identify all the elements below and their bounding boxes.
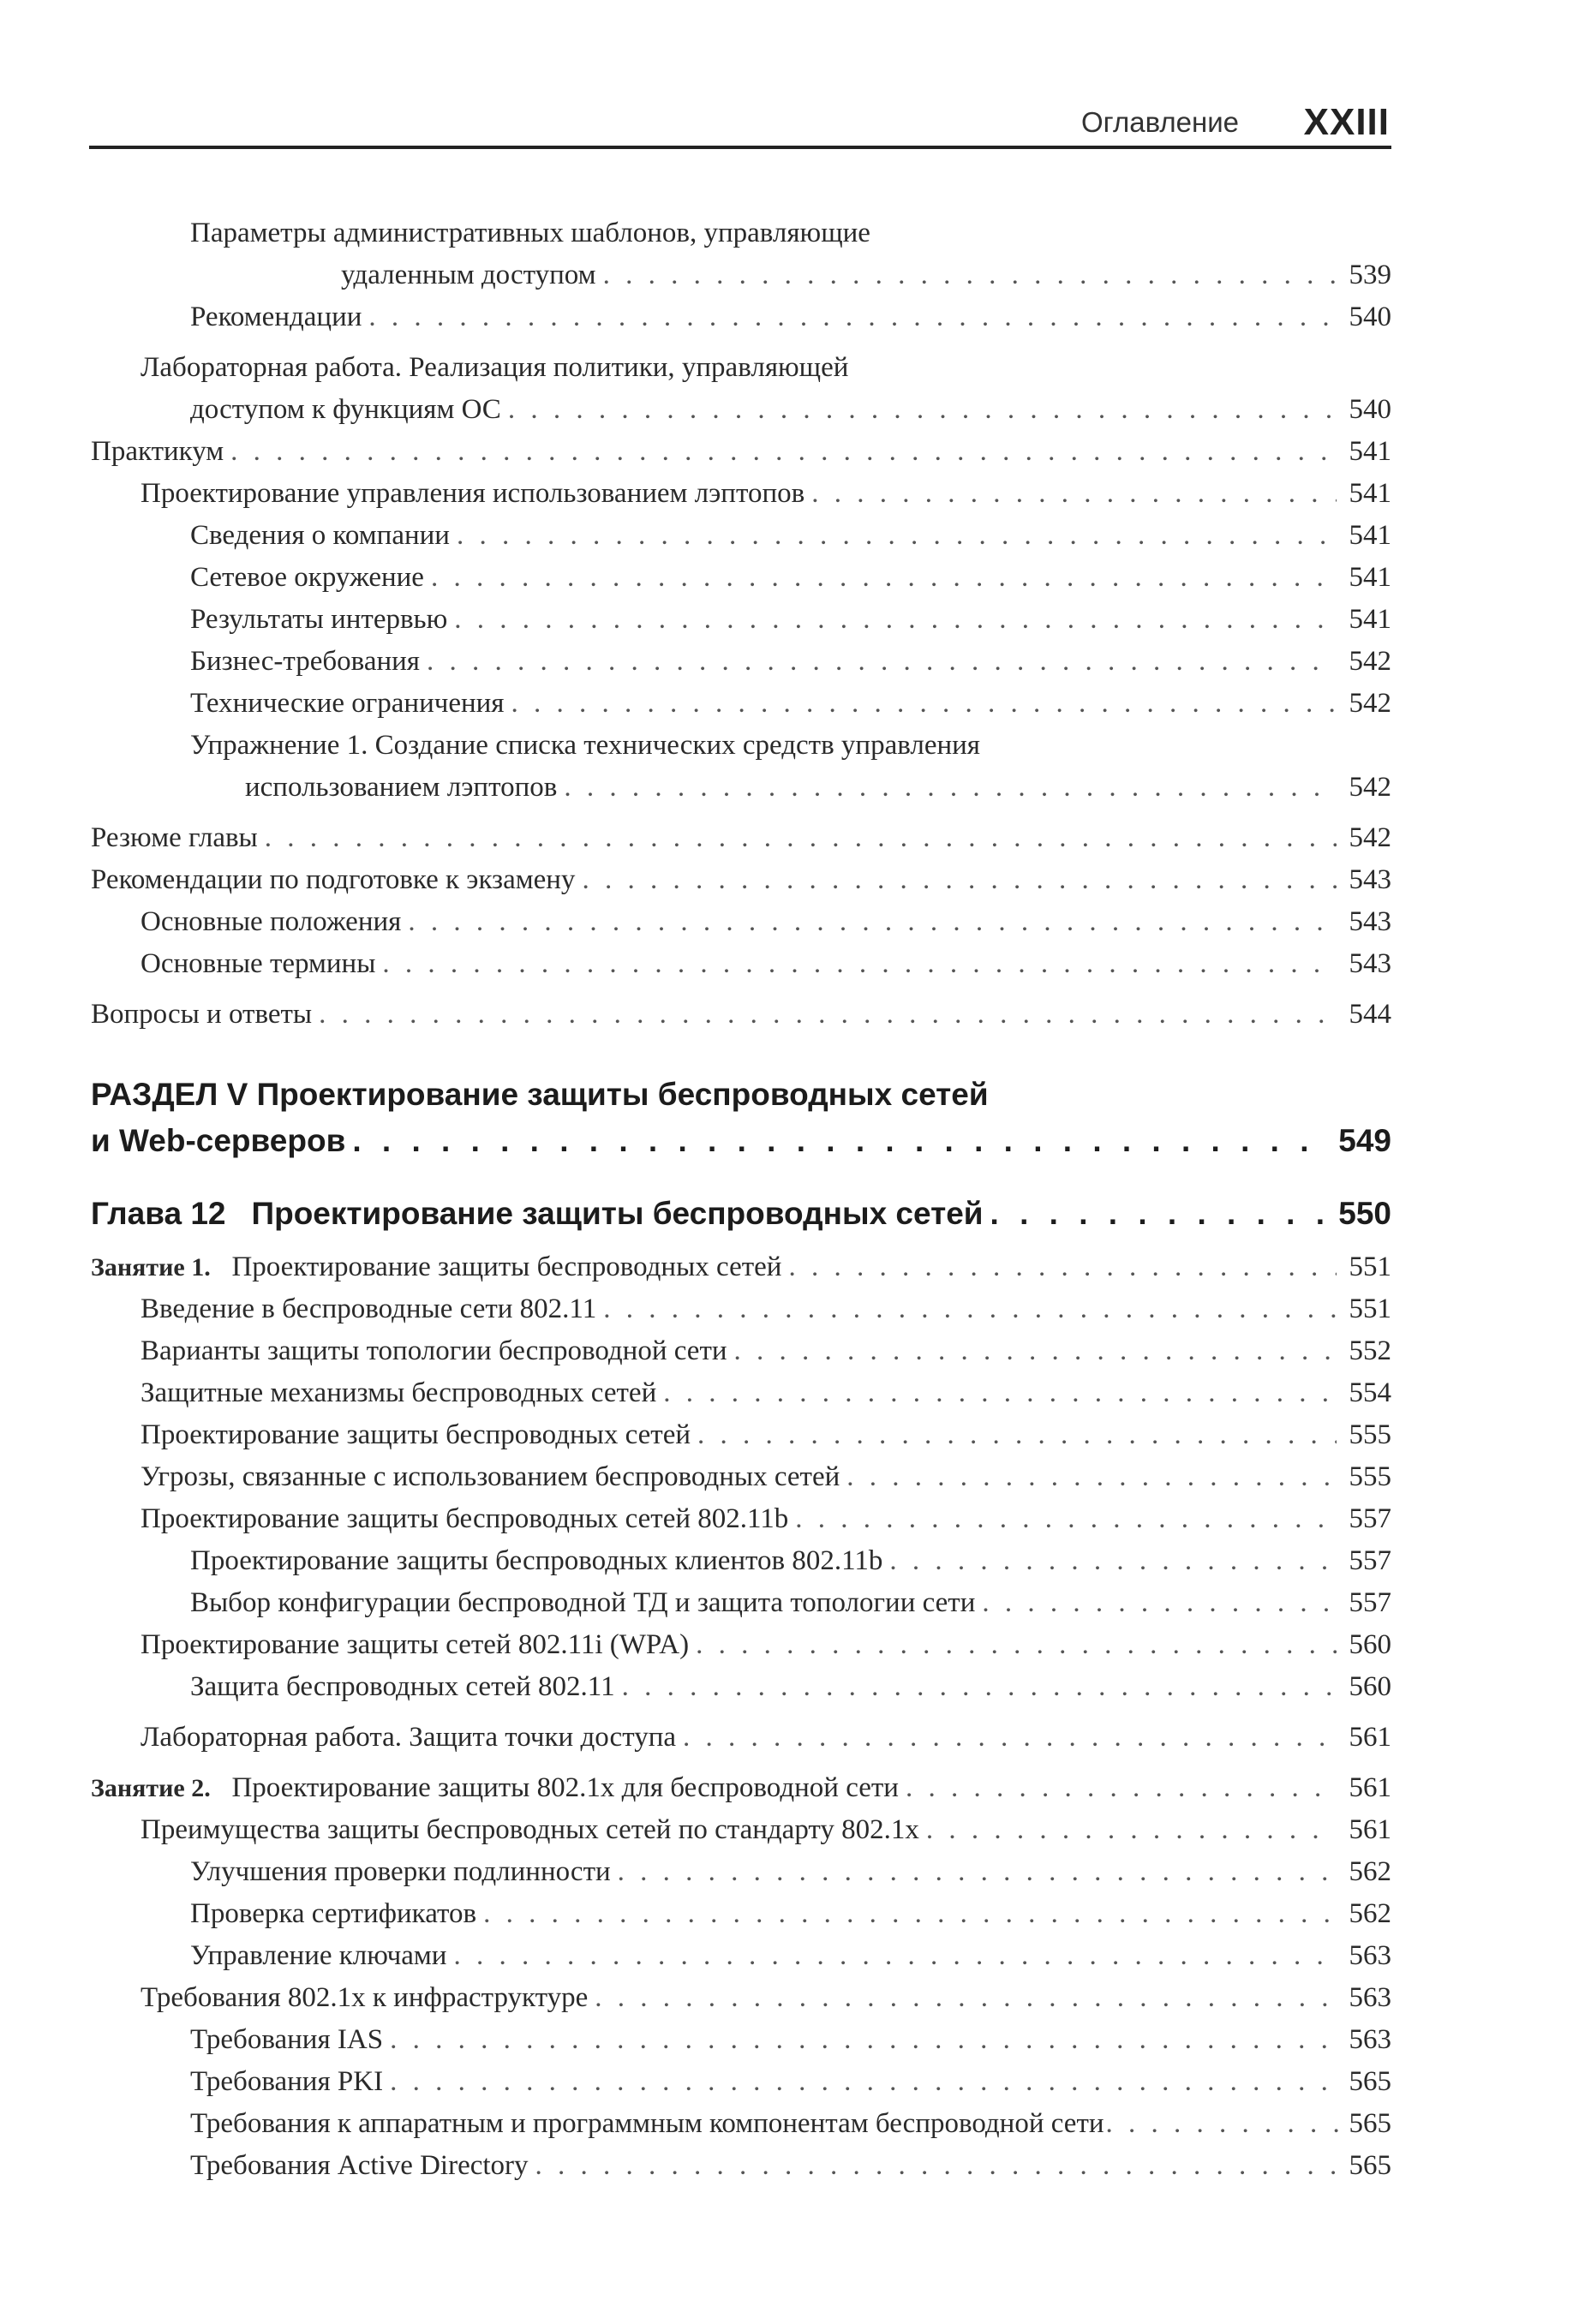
toc-entry-title: Проверка сертификатов: [190, 1898, 477, 1929]
toc-entry[interactable]: [91, 817, 1391, 859]
dot-leader: [582, 859, 1337, 901]
dot-leader: [618, 1851, 1337, 1893]
toc-entry-title: Выбор конфигурации беспроводной ТД и защита топологии сети: [190, 1587, 976, 1618]
toc-entry-page: 541: [1349, 562, 1391, 593]
dot-leader: [697, 1414, 1337, 1456]
dot-leader: [663, 1372, 1337, 1414]
section-page: 549: [1338, 1123, 1391, 1158]
toc-entry-title: Практикум: [91, 436, 224, 467]
toc-entry-title: Требования Active Directory: [190, 2150, 529, 2181]
chapter-title: Проектирование защиты беспроводных сетей: [251, 1196, 984, 1231]
toc-entry[interactable]: [91, 1893, 1391, 1935]
toc-entry-page: 541: [1349, 520, 1391, 551]
toc-entry-title: Сетевое окружение: [190, 562, 424, 593]
toc-entry-page: 540: [1349, 394, 1391, 425]
dot-leader: [603, 1288, 1337, 1330]
toc-entry-title: Бизнес-требования: [190, 646, 420, 677]
dot-leader: [408, 901, 1337, 943]
lesson-title: Проектирование защиты 802.1x для беспроводной сети: [231, 1772, 899, 1803]
toc-entry-title-line1: Упражнение 1. Создание списка технических средств управления: [190, 730, 980, 761]
toc-entry-page: 561: [1349, 1814, 1391, 1845]
toc-entry[interactable]: [91, 599, 1391, 641]
section-heading[interactable]: [91, 1072, 1391, 1164]
toc-entry-page: 543: [1349, 906, 1391, 937]
toc-entry-page: 557: [1349, 1587, 1391, 1618]
toc-entry[interactable]: [91, 1582, 1391, 1624]
dot-leader: [265, 817, 1337, 859]
dot-leader: [683, 1717, 1337, 1759]
dot-leader: [427, 641, 1337, 683]
toc-entry[interactable]: [91, 1372, 1391, 1414]
dot-leader: [431, 557, 1337, 599]
toc-entry-title: Преимущества защиты беспроводных сетей по стандарту 802.1x: [141, 1814, 919, 1845]
section-title: и Web-серверов: [91, 1123, 346, 1158]
toc-entry-page: 555: [1349, 1419, 1391, 1450]
toc-entry-title: Проектирование защиты беспроводных клиентов 802.11b: [190, 1545, 883, 1576]
toc-entry-title: Основные положения: [141, 906, 402, 937]
toc-entry-page: 563: [1349, 2024, 1391, 2055]
lesson-label: Занятие 1.: [91, 1253, 211, 1281]
toc-entry[interactable]: [91, 2103, 1391, 2145]
dot-leader: [603, 254, 1337, 296]
toc-entry-title: Проектирование защиты беспроводных сетей 802.11b: [141, 1503, 789, 1534]
toc-entry[interactable]: [91, 1809, 1391, 1851]
toc-entry[interactable]: [91, 473, 1391, 515]
toc-entry-title: Основные термины: [141, 948, 376, 979]
toc-entry[interactable]: [91, 2145, 1391, 2187]
lesson-entry[interactable]: [91, 1767, 1391, 1809]
dot-leader: [982, 1582, 1337, 1624]
dot-leader: [990, 1190, 1332, 1238]
dot-leader: [508, 389, 1337, 431]
toc-entry[interactable]: [91, 2061, 1391, 2103]
chapter-heading[interactable]: [91, 1190, 1391, 1238]
toc-entry-page: 541: [1349, 604, 1391, 635]
toc-entry[interactable]: [91, 683, 1391, 725]
toc-entry[interactable]: [91, 1498, 1391, 1540]
toc-entry-title: Проектирование защиты сетей 802.11i (WPA): [141, 1629, 690, 1660]
toc-entry-title: Проектирование управления использованием лэптопов: [141, 478, 805, 509]
dot-leader: [454, 599, 1337, 641]
toc-entry-page: 560: [1349, 1671, 1391, 1702]
dot-leader: [889, 1540, 1337, 1582]
toc-entry-page: 565: [1349, 2108, 1391, 2139]
toc-entry-title: использованием лэптопов: [245, 772, 558, 803]
dot-leader: [795, 1498, 1337, 1540]
toc-entry-title: Защита беспроводных сетей 802.11: [190, 1671, 615, 1702]
toc-entry-title: Результаты интервью: [190, 604, 448, 635]
dot-leader: [696, 1624, 1337, 1666]
toc-entry[interactable]: [91, 296, 1391, 338]
toc-entry-page: 565: [1349, 2150, 1391, 2181]
header-page-number: XXIII: [1303, 101, 1390, 143]
toc-entry[interactable]: [91, 1666, 1391, 1708]
toc-entry-page: 562: [1349, 1856, 1391, 1887]
dot-leader: [352, 1118, 1331, 1164]
chapter-label: Глава 12: [91, 1196, 226, 1231]
dot-leader: [622, 1666, 1337, 1708]
lesson-page: 551: [1349, 1252, 1391, 1282]
toc-entry-title: удаленным доступом: [341, 260, 596, 290]
toc-entry[interactable]: [91, 901, 1391, 943]
dot-leader: [906, 1767, 1337, 1809]
toc-entry-page: 541: [1349, 436, 1391, 467]
toc-entry[interactable]: [91, 347, 1391, 431]
toc-entry[interactable]: [91, 994, 1391, 1036]
dot-leader: [511, 683, 1337, 725]
dot-leader: [811, 473, 1337, 515]
dot-leader: [453, 1935, 1337, 1977]
toc-entry[interactable]: [91, 2019, 1391, 2061]
toc-entry[interactable]: [91, 1851, 1391, 1893]
toc-entry[interactable]: [91, 431, 1391, 473]
toc-entry[interactable]: [91, 1717, 1391, 1759]
toc-entry-title: Технические ограничения: [190, 688, 505, 719]
toc-entry-page: 560: [1349, 1629, 1391, 1660]
toc-entry-title: Требования IAS: [190, 2024, 384, 2055]
toc-entry[interactable]: [91, 515, 1391, 557]
toc-entry-title: Угрозы, связанные с использованием беспроводных сетей: [141, 1461, 840, 1492]
toc-entry[interactable]: [91, 1977, 1391, 2019]
dot-leader: [319, 994, 1337, 1036]
toc-entry-page: 563: [1349, 1940, 1391, 1971]
lesson-title: Проектирование защиты беспроводных сетей: [231, 1252, 782, 1282]
toc-entry[interactable]: [91, 1540, 1391, 1582]
toc-entry-title-line1: Лабораторная работа. Реализация политики, управляющей: [141, 352, 849, 383]
toc-entry-title: Варианты защиты топологии беспроводной сети: [141, 1335, 727, 1366]
section-title-line1: РАЗДЕЛ V Проектирование защиты беспроводных сетей: [91, 1077, 989, 1112]
toc-entry-title-line1: Параметры административных шаблонов, управляющие: [190, 218, 870, 248]
toc-entry[interactable]: [91, 725, 1391, 809]
toc-entry[interactable]: [91, 1935, 1391, 1977]
toc-entry-title: Рекомендации по подготовке к экзамену: [91, 864, 576, 895]
lesson-label: Занятие 2.: [91, 1774, 211, 1802]
toc-entry-title: Требования к аппаратным и программным компонентам беспроводной сети: [190, 2108, 1104, 2139]
toc-entry-title: Введение в беспроводные сети 802.11: [141, 1293, 597, 1324]
toc-entry[interactable]: [91, 1414, 1391, 1456]
toc-entry-page: 555: [1349, 1461, 1391, 1492]
dot-leader: [564, 767, 1337, 809]
dot-leader: [595, 1977, 1337, 2019]
toc-entry-page: 543: [1349, 948, 1391, 979]
toc-entry-title: Проектирование защиты беспроводных сетей: [141, 1419, 691, 1450]
dot-leader: [788, 1246, 1337, 1288]
toc-entry[interactable]: [91, 1456, 1391, 1498]
lesson-page: 561: [1349, 1772, 1391, 1803]
toc-entry-page: 557: [1349, 1545, 1391, 1576]
toc-entry-title: Управление ключами: [190, 1940, 447, 1971]
dot-leader: [230, 431, 1337, 473]
page-header: [89, 101, 1391, 149]
toc-entry[interactable]: [91, 212, 1391, 296]
dot-leader: [734, 1330, 1337, 1372]
toc-entry-title: Сведения о компании: [190, 520, 450, 551]
table-of-contents: [91, 212, 1391, 2187]
lesson-entry[interactable]: [91, 1246, 1391, 1288]
toc-entry-page: 540: [1349, 302, 1391, 332]
dot-leader: [368, 296, 1337, 338]
dot-leader: [926, 1809, 1337, 1851]
toc-entry-page: 541: [1349, 478, 1391, 509]
toc-entry-page: 544: [1349, 999, 1391, 1030]
dot-leader: [390, 2061, 1337, 2103]
toc-entry-page: 561: [1349, 1722, 1391, 1753]
toc-entry-page: 554: [1349, 1377, 1391, 1408]
toc-entry-page: 563: [1349, 1982, 1391, 2013]
toc-entry[interactable]: [91, 1624, 1391, 1666]
toc-entry[interactable]: [91, 1330, 1391, 1372]
toc-entry-page: 557: [1349, 1503, 1391, 1534]
dot-leader: [457, 515, 1337, 557]
chapter-page: 550: [1338, 1196, 1391, 1231]
toc-entry[interactable]: [91, 1288, 1391, 1330]
toc-entry-title: Рекомендации: [190, 302, 362, 332]
dot-leader: [535, 2145, 1337, 2187]
toc-entry-page: 552: [1349, 1335, 1391, 1366]
toc-entry-page: 542: [1349, 646, 1391, 677]
toc-entry-title: Вопросы и ответы: [91, 999, 313, 1030]
dot-leader: [382, 943, 1337, 985]
toc-entry-page: 542: [1349, 688, 1391, 719]
toc-entry[interactable]: [91, 859, 1391, 901]
toc-entry-page: 539: [1349, 260, 1391, 290]
header-title: Оглавление: [1081, 106, 1239, 138]
toc-entry-page: 542: [1349, 822, 1391, 853]
dot-leader: [390, 2019, 1337, 2061]
toc-entry-title: Требования PKI: [190, 2066, 384, 2097]
toc-entry-title: Требования 802.1x к инфраструктуре: [141, 1982, 589, 2013]
toc-entry-title: Резюме главы: [91, 822, 258, 853]
toc-entry-title: Лабораторная работа. Защита точки доступа: [141, 1722, 677, 1753]
toc-entry-title: Улучшения проверки подлинности: [190, 1856, 611, 1887]
toc-entry[interactable]: [91, 641, 1391, 683]
toc-entry[interactable]: [91, 557, 1391, 599]
toc-entry-page: 543: [1349, 864, 1391, 895]
toc-entry-page: 542: [1349, 772, 1391, 803]
toc-entry[interactable]: [91, 943, 1391, 985]
toc-entry-page: 565: [1349, 2066, 1391, 2097]
toc-entry-page: 562: [1349, 1898, 1391, 1929]
dot-leader: [1106, 2103, 1342, 2145]
toc-entry-title: доступом к функциям ОС: [190, 394, 501, 425]
dot-leader: [483, 1893, 1337, 1935]
toc-entry-page: 551: [1349, 1293, 1391, 1324]
toc-entry-title: Защитные механизмы беспроводных сетей: [141, 1377, 657, 1408]
dot-leader: [846, 1456, 1337, 1498]
